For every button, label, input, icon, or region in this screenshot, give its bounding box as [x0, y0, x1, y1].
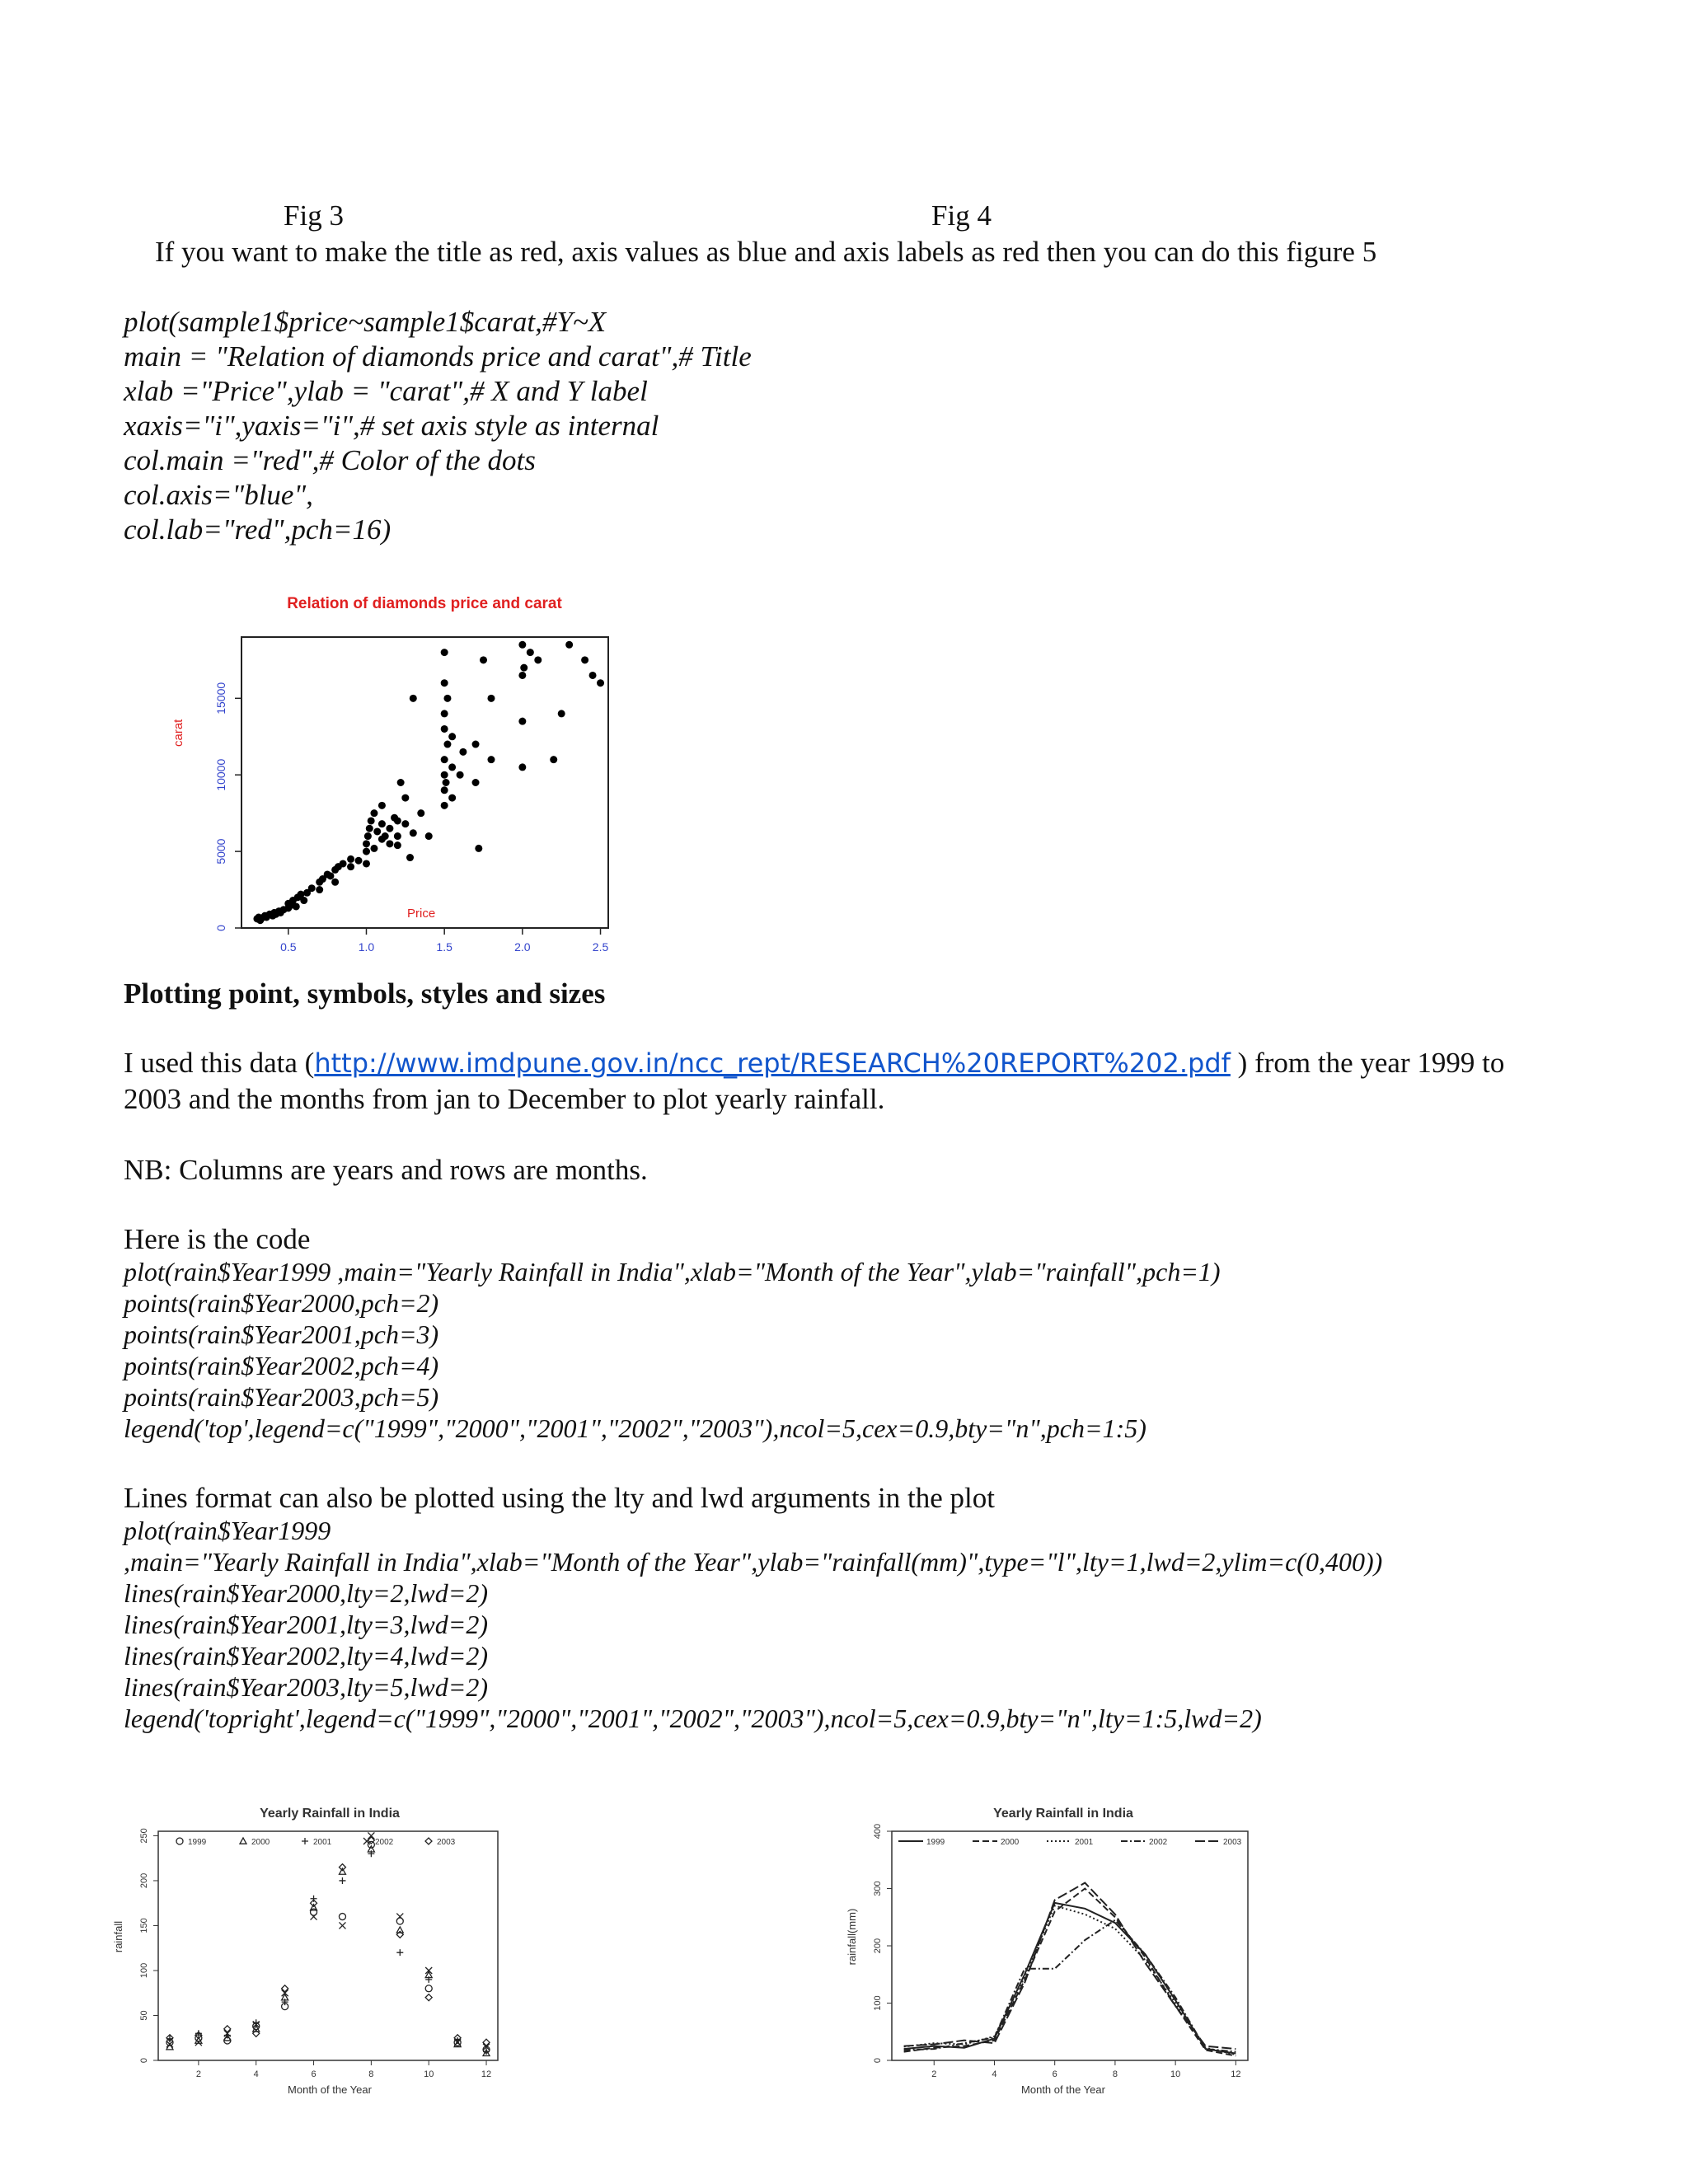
- y-tick-label: 0: [139, 2057, 149, 2064]
- data-point: [518, 672, 526, 679]
- code-line: plot(rain$Year1999 ,main="Yearly Rainfall in India",xlab="Month of the Year",ylab="rainfall",pch=1): [124, 1257, 1221, 1286]
- data-point: [293, 902, 300, 910]
- data-point: [410, 829, 417, 837]
- data-point: [316, 886, 323, 893]
- series-line: [904, 1920, 1236, 2052]
- data-point: [441, 802, 448, 809]
- data-point: [475, 845, 482, 852]
- code-line: main = "Relation of diamonds price and carat",# Title: [124, 340, 752, 373]
- data-point: [441, 710, 448, 717]
- code-block-3: [124, 1515, 1382, 1734]
- data-point: [339, 1868, 345, 1874]
- data-point: [597, 679, 604, 687]
- x-axis-label: Month of the Year: [288, 2083, 372, 2096]
- y-tick-label: 400: [873, 1823, 883, 1840]
- section-heading: Plotting point, symbols, styles and sizes: [124, 977, 606, 1010]
- x-tick-label: 4: [253, 2069, 259, 2079]
- code-line: ,main="Yearly Rainfall in India",xlab="Month of the Year",ylab="rainfall(mm)",type="l",lty=1,lwd=2,ylim=c(0,400)): [124, 1547, 1383, 1577]
- legend-label: 1999: [926, 1838, 945, 1847]
- data-point: [363, 860, 370, 867]
- data-point: [480, 656, 487, 663]
- data-point: [565, 641, 573, 649]
- legend-label: 2003: [437, 1838, 456, 1847]
- data-point: [589, 672, 597, 679]
- data-point: [308, 884, 316, 892]
- x-tick-label: 1.0: [358, 940, 375, 954]
- data-point: [406, 854, 414, 861]
- data-point: [378, 820, 386, 827]
- data-point: [176, 1838, 183, 1844]
- y-tick-label: 250: [139, 1828, 149, 1844]
- data-point: [448, 733, 456, 740]
- data-point: [443, 695, 451, 702]
- data-point: [300, 897, 307, 904]
- data-point: [487, 695, 495, 702]
- y-tick-label: 200: [139, 1872, 149, 1889]
- data-point: [363, 840, 370, 847]
- rainfall-lines-chart: [841, 1788, 1269, 2102]
- data-point: [410, 695, 417, 702]
- data-point: [240, 1838, 246, 1844]
- data-point: [331, 879, 339, 886]
- data-point: [518, 763, 526, 771]
- y-tick-label: 5000: [214, 838, 227, 865]
- chart-title: Yearly Rainfall in India: [260, 1807, 400, 1821]
- series-line: [904, 1905, 1236, 2055]
- y-tick-label: 100: [873, 1995, 883, 2011]
- code-line: legend('top',legend=c("1999","2000","2001","2002","2003"),ncol=5,cex=0.9,bty="n",pch=1:5): [124, 1413, 1146, 1443]
- x-axis-label: Month of the Year: [1021, 2083, 1105, 2096]
- data-point: [339, 1864, 345, 1871]
- plot-frame: [892, 1831, 1248, 2060]
- data-point: [347, 855, 354, 863]
- paragraph-line-2: 2003 and the months from jan to December to plot yearly rainfall.: [124, 1083, 885, 1115]
- y-axis-label: carat: [171, 719, 185, 747]
- data-point: [550, 756, 557, 763]
- code-line: points(rain$Year2000,pch=2): [124, 1288, 439, 1318]
- data-point: [339, 1922, 345, 1929]
- y-tick-label: 10000: [214, 758, 227, 791]
- data-point: [417, 809, 424, 817]
- y-axis-label: rainfall(mm): [846, 1908, 858, 1966]
- legend-label: 2000: [251, 1838, 270, 1847]
- chart-title: Relation of diamonds price and carat: [287, 595, 562, 612]
- data-point: [448, 794, 456, 802]
- data-point: [302, 1838, 308, 1844]
- chart-title: Yearly Rainfall in India: [993, 1807, 1133, 1821]
- y-tick-label: 0: [873, 2057, 883, 2064]
- data-point: [370, 845, 377, 852]
- data-point: [401, 820, 409, 827]
- code-line: points(rain$Year2001,pch=3): [124, 1319, 439, 1349]
- paragraph-text: ) from the year 1999 to: [1230, 1047, 1505, 1079]
- x-tick-label: 6: [311, 2069, 316, 2079]
- legend-label: 1999: [188, 1838, 207, 1847]
- code-intro: Here is the code: [124, 1223, 311, 1255]
- data-point: [368, 1841, 374, 1848]
- code-line: legend('topright',legend=c("1999","2000","2001","2002","2003"),ncol=5,cex=0.9,bty="n",lty=1:5,lwd=2): [124, 1704, 1262, 1733]
- nb-note: NB: Columns are years and rows are months.: [124, 1154, 648, 1186]
- code-line: col.main ="red",# Color of the dots: [124, 444, 536, 476]
- data-point: [459, 748, 467, 756]
- data-point: [457, 771, 464, 779]
- series-line: [904, 1883, 1236, 2050]
- code-block-2: [124, 1256, 1221, 1444]
- data-point: [441, 679, 448, 687]
- legend-label: 2000: [1001, 1838, 1020, 1847]
- axis-ticks: [139, 1828, 491, 2079]
- data-point: [368, 817, 375, 824]
- series-line: [904, 1889, 1236, 2056]
- data-point: [311, 1896, 317, 1902]
- y-axis-label: rainfall: [112, 1920, 124, 1953]
- legend-label: 2002: [375, 1838, 394, 1847]
- rainfall-points-chart: [107, 1788, 536, 2102]
- x-tick-label: 12: [1231, 2069, 1241, 2079]
- data-point: [386, 840, 393, 847]
- legend-label: 2001: [313, 1838, 332, 1847]
- data-point: [340, 860, 347, 867]
- x-tick-label: 10: [424, 2069, 434, 2079]
- data-point: [386, 825, 393, 832]
- data-point: [527, 649, 534, 656]
- x-tick-label: 8: [1112, 2069, 1118, 2079]
- data-point: [472, 741, 480, 748]
- data-point: [282, 1990, 288, 1996]
- legend-label: 2003: [1223, 1838, 1242, 1847]
- data-point: [443, 779, 450, 786]
- code-line: lines(rain$Year2000,lty=2,lwd=2): [124, 1578, 489, 1608]
- axis-ticks: [873, 1824, 1240, 2079]
- code-line: plot(rain$Year1999: [124, 1516, 331, 1545]
- code-line: plot(sample1$price~sample1$carat,#Y~X: [124, 306, 607, 338]
- data-point: [425, 832, 433, 840]
- data-point: [394, 841, 401, 849]
- legend: [176, 1838, 456, 1847]
- data-point: [518, 718, 526, 725]
- data-point: [347, 863, 354, 870]
- y-tick-label: 200: [873, 1938, 883, 1954]
- data-point: [355, 857, 363, 865]
- data-lines: [904, 1883, 1236, 2056]
- data-point: [441, 756, 448, 763]
- data-point: [581, 656, 588, 663]
- y-tick-label: 50: [139, 2010, 149, 2021]
- data-source-link[interactable]: http://www.imdpune.gov.in/ncc_rept/RESEARCH%20REPORT%202.pdf: [314, 1047, 1231, 1079]
- data-point: [520, 664, 528, 672]
- code-block-1: [124, 305, 752, 547]
- y-tick-label: 300: [873, 1881, 883, 1896]
- code-line: col.lab="red",pch=16): [124, 513, 392, 546]
- x-tick-label: 2: [195, 2069, 201, 2079]
- data-point: [441, 771, 448, 779]
- data-point: [339, 1877, 345, 1884]
- data-point: [311, 1914, 317, 1920]
- plot-frame: [241, 637, 608, 928]
- data-point: [425, 1994, 432, 2001]
- fig3-caption: Fig 3: [284, 199, 344, 232]
- intro-text: If you want to make the title as red, axis values as blue and axis labels as red then you can do this figure 5: [155, 236, 1377, 268]
- data-point: [326, 872, 334, 879]
- data-point: [441, 725, 448, 733]
- data-point: [368, 1832, 374, 1839]
- legend: [898, 1838, 1242, 1847]
- data-source-paragraph: [124, 1045, 1504, 1081]
- data-point: [425, 1838, 432, 1844]
- x-tick-label: 10: [1170, 2069, 1181, 2079]
- data-point: [534, 656, 542, 663]
- legend-label: 2001: [1075, 1838, 1094, 1847]
- x-tick-label: 1.5: [436, 940, 452, 954]
- data-point: [370, 809, 377, 817]
- data-point: [443, 741, 451, 748]
- data-points: [253, 641, 604, 924]
- data-point: [448, 763, 456, 771]
- data-point: [396, 1914, 403, 1920]
- x-tick-label: 2.0: [514, 940, 531, 954]
- data-point: [339, 1914, 345, 1920]
- data-point: [441, 786, 448, 794]
- legend-label: 2002: [1149, 1838, 1168, 1847]
- plot-frame: [158, 1831, 498, 2060]
- y-tick-label: 0: [214, 925, 227, 931]
- code-line: lines(rain$Year2001,lty=3,lwd=2): [124, 1610, 489, 1639]
- x-tick-label: 2: [931, 2069, 937, 2079]
- x-tick-label: 2.5: [592, 940, 609, 954]
- code-line: xaxis="i",yaxis="i",# set axis style as internal: [124, 410, 659, 442]
- data-point: [311, 1905, 317, 1910]
- code-line: points(rain$Year2002,pch=4): [124, 1351, 439, 1380]
- data-point: [425, 1967, 432, 1974]
- code-line: lines(rain$Year2002,lty=4,lwd=2): [124, 1641, 489, 1671]
- data-points: [166, 1832, 490, 2055]
- code-line: col.axis="blue",: [124, 479, 313, 511]
- data-point: [558, 710, 565, 717]
- data-point: [487, 756, 495, 763]
- lines-intro: Lines format can also be plotted using the lty and lwd arguments in the plot: [124, 1482, 995, 1514]
- data-point: [472, 779, 480, 786]
- y-tick-label: 100: [139, 1962, 149, 1979]
- diamonds-scatter-chart: [165, 569, 643, 954]
- data-point: [397, 779, 405, 786]
- x-axis-label: Price: [407, 907, 436, 921]
- data-point: [378, 802, 386, 809]
- paragraph-text: I used this data (: [124, 1047, 315, 1079]
- data-point: [396, 1949, 403, 1956]
- data-point: [394, 832, 401, 840]
- x-tick-label: 8: [368, 2069, 374, 2079]
- data-point: [518, 641, 526, 649]
- data-point: [366, 825, 373, 832]
- code-line: lines(rain$Year2003,lty=5,lwd=2): [124, 1672, 489, 1702]
- fig4-caption: Fig 4: [931, 199, 992, 232]
- data-point: [363, 848, 370, 855]
- series-line: [904, 1903, 1236, 2054]
- x-tick-label: 4: [992, 2069, 997, 2079]
- data-point: [394, 817, 401, 824]
- data-point: [364, 832, 372, 840]
- x-tick-label: 6: [1052, 2069, 1057, 2079]
- data-point: [441, 649, 448, 656]
- data-point: [382, 832, 389, 840]
- data-point: [401, 794, 409, 802]
- data-point: [425, 1985, 432, 1992]
- code-line: xlab ="Price",ylab = "carat",# X and Y label: [124, 375, 648, 407]
- y-tick-label: 15000: [214, 682, 227, 715]
- x-tick-label: 12: [481, 2069, 492, 2079]
- code-line: points(rain$Year2003,pch=5): [124, 1382, 439, 1412]
- y-tick-label: 150: [139, 1918, 149, 1933]
- x-tick-label: 0.5: [280, 940, 297, 954]
- data-point: [373, 827, 381, 835]
